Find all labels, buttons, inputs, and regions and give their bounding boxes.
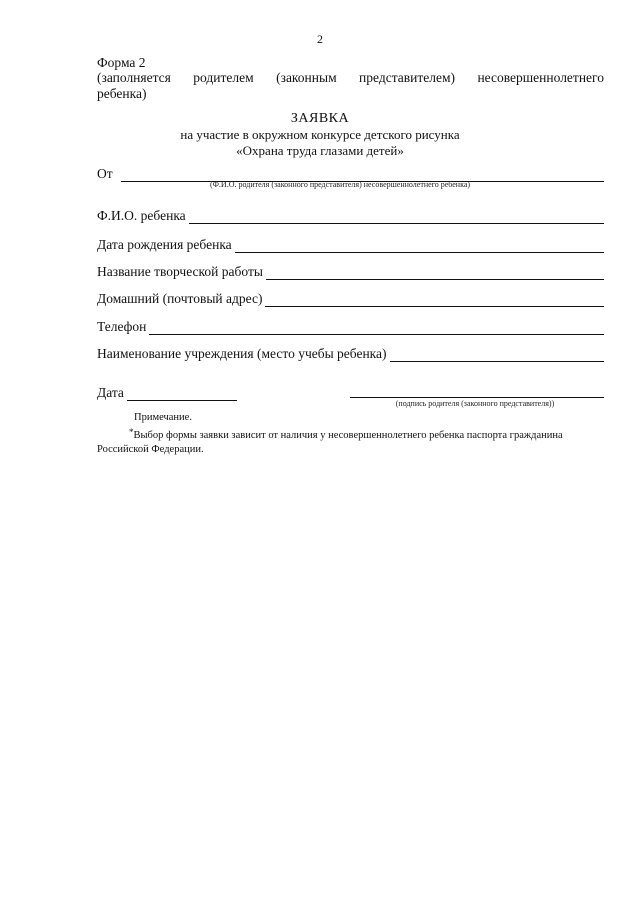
note-heading: Примечание. [134, 412, 192, 423]
intro-line-1: (заполняется родителем (законным представителем) несовершеннолетнего [97, 70, 604, 85]
phone-field[interactable] [97, 319, 604, 335]
date-line[interactable] [127, 388, 237, 401]
signature-caption: (подпись родителя (законного представителя)) [395, 399, 555, 408]
address-label: Домашний (почтовый адрес) [97, 291, 263, 306]
note-body [97, 425, 597, 457]
form-intro [97, 70, 604, 102]
work-title-line[interactable] [266, 267, 604, 280]
address-field[interactable] [97, 291, 604, 307]
from-label: От [97, 166, 113, 181]
work-title-label: Название творческой работы [97, 264, 263, 279]
institution-line[interactable] [390, 349, 604, 362]
document-subtitle-1: на участие в окружном конкурсе детского рисунка [180, 127, 460, 142]
birth-date-line[interactable] [235, 240, 604, 253]
date-field[interactable] [97, 385, 237, 401]
document-subtitle-2: «Охрана труда глазами детей» [236, 143, 404, 158]
document-title: ЗАЯВКА [290, 111, 350, 126]
note-text: Выбор формы заявки зависит от наличия у несовершеннолетнего ребенка паспорта гражданина Российской Федерации. [97, 430, 563, 455]
intro-line-2: ребенка) [97, 86, 147, 101]
institution-field[interactable] [97, 346, 604, 362]
from-caption: (Ф.И.О. родителя (законного представителя) несовершеннолетнего ребенка) [209, 180, 471, 189]
note-asterisk: * [129, 427, 134, 437]
phone-line[interactable] [149, 322, 604, 335]
form-label: Форма 2 [97, 55, 146, 70]
signature-line[interactable] [350, 385, 604, 398]
phone-label: Телефон [97, 319, 147, 334]
page-number: 2 [317, 32, 323, 46]
address-line[interactable] [265, 294, 604, 307]
date-label: Дата [97, 385, 124, 400]
child-name-line[interactable] [189, 211, 604, 224]
birth-date-label: Дата рождения ребенка [97, 237, 232, 252]
institution-label: Наименование учреждения (место учебы ребенка) [97, 346, 387, 361]
work-title-field[interactable] [97, 264, 604, 280]
child-name-field[interactable] [97, 208, 604, 224]
child-name-label: Ф.И.О. ребенка [97, 208, 186, 223]
birth-date-field[interactable] [97, 237, 604, 253]
